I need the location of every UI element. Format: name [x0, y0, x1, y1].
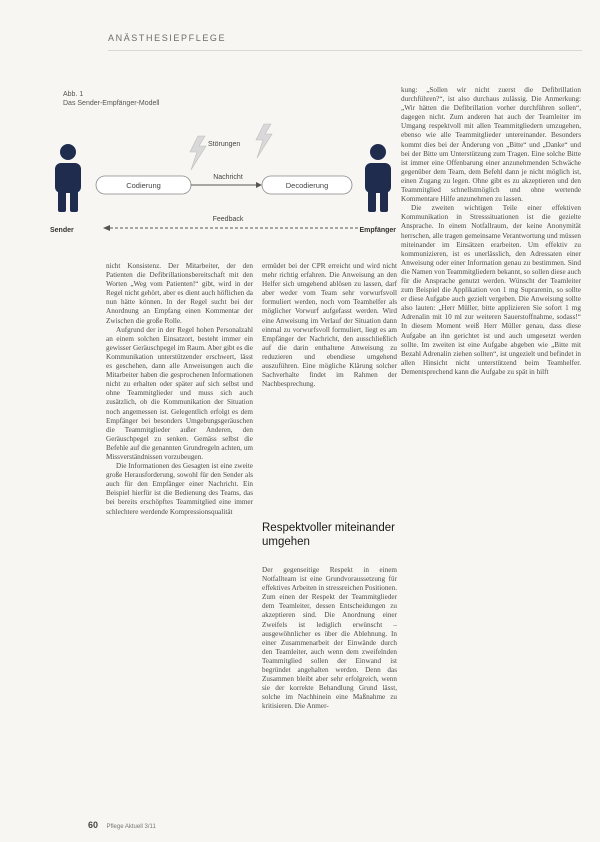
paragraph: Der gegenseitige Respekt in einem Notfallteam ist eine Grundvoraussetzung für effektives Arbeiten in stressreichen Positionen. Zum einen der Respekt der Teammitglieder dem Teamleiter, dessen Entscheidungen zu akzeptieren sind. Die Anordnung einer Zweifels ist lediglich erwünscht – ausgewöhnlicher es über die Ablehnung. In einer Zusammenarbeit der Einwände durch den Teamleiter, auch wenn dem zweifelnden Teammitglied sollen der Einwand ist begründet angehalten werden. Denn das Zusammen bleibt aber sehr erfolgreich, wenn sie der korrekte Behandlung Grund lässt, solche im Nachhinein eine Maßnahme zu kritisieren. Die Anmer- [262, 566, 397, 711]
paragraph: Die zweiten wichtigen Teile einer effektiven Kommunikation in Stresssituationen ist die gezielte Ansprache. In einem Notfallraum, der keine Anonymität herrschen, alle tragen gemeinsame Verantwortung und müssen miteinander im Einsätzen erarbeiten. Um effektiv zu kommunizieren, ist es unerlässlich, den Adressaten einer Anweisung oder einer Information genau zu bestimmen. Sind die Namen von Teammitgliedern bekannt, so sollen diese auch für die Ansprache genutzt werden. Wünscht der Teamleiter zum Beispiel die Applikation von 1 mg Suprarenin, so sollte er diese Aufgabe auch gezielt vergeben. Die Anweisung sollte also lauten: „Herr Müller, bitte applizieren Sie sofort 1 mg Adrenalin mit 10 ml zur weiteren Sauerstoffnahme, sodass!“ In diesem Moment weiß Herr Müller genau, dass diese Aufgabe an ihn gerichtet ist und auch umgesetzt werden sollte. Im zweiten ist eine Aufgabe abgeben wie „Bitte mit Bezahl Adrenalin ziehen sollten“, ist ungezielt und befindet in allen Hinsicht nicht unterstützend beim Teamhelfer. Dementsprechend kann die Aufgabe zu spät in hilft [401, 204, 581, 376]
page-footer [88, 820, 156, 830]
paragraph: Die Informationen des Gesagten ist eine zweite große Herausforderung, sowohl für den Sender als auch für den Empfänger einer Nachricht. Ein Beispiel hierfür ist die Bedienung des Teams, das bei bereits erschöpftes Teammitglied eine immer schlechtere werdende Kompressionsqualität [106, 462, 253, 516]
figure-label [63, 90, 160, 108]
receiver-person-icon [365, 144, 391, 212]
figure-number: Abb. 1 [63, 91, 84, 98]
interference-bolt-right-icon [256, 124, 272, 158]
text-column-2-bottom [262, 566, 397, 814]
label-feedback: Feedback [212, 216, 244, 223]
sender-person-icon [55, 144, 81, 212]
label-sender: Sender [50, 227, 74, 234]
sender-receiver-diagram [48, 108, 398, 240]
paragraph: ermüdet bei der CPR erreicht und wird nicht mehr richtig erfahren. Die Anweisung an den Helfer sich umgehend ablösen zu lassen, darf aber weder vom Team sehr vorwurfsvoll formuliert werden, noch vom Teamhelfer als möglicher Vorwurf aufgefasst werden. Wird eine Anweisung im Verlauf der Situation dann einmal zu vorwurfsvoll formuliert, liegt es am Empfänger der Nachricht, den ausschließlich auf die darin enthaltene Anweisung zu reduzieren und ebendiese umgehend auszuführen. Eine mögliche Klärung solcher Sachverhalte findet im Rahmen der Nachbesprechung. [262, 262, 397, 389]
interference-bolt-left-icon [190, 136, 206, 170]
label-codierung: Codierung [126, 181, 161, 190]
paragraph: nicht Konsistenz. Der Mitarbeiter, der den Patienten die Defibrillationsbereitschaft mit den Worten „Weg vom Patienten!“ gibt, wird in der Regel nicht gehört, aber es dient auch höflichen da nun hätte können. In der Regel sucht bei der Anordnung an Empfang einen Kommentar der Zwischen die große Rolle. [106, 262, 253, 325]
label-decodierung: Decodierung [285, 181, 329, 190]
text-column-1 [106, 262, 253, 814]
header-rule [108, 50, 582, 51]
figure-caption: Das Sender-Empfänger-Modell [63, 100, 160, 107]
paragraph: Aufgrund der in der Regel hohen Personalzahl an einem solchen Einsatzort, besteht immer ein gewisser Geräuschpegel im Raum. Aber gibt es die Kommunikation unterstützender erschwert, lässt es geschehen, dann alle Anweisungen auch die Mitarbeiter haben die gesprochenen Informationen nicht zu erhalten oder später auf sich selbst und ohne Teammitglieder und muss sich auch zusätzlich, ob die Kommunikation der Situation noch angemessen ist. Gelegentlich erfolgt es dem Empfänger bei besonders Umgebungsgeräuschen die Teammitglieder außer Anderen, den Geräuschpegel zu senken. Gemäss selbst die Befehle auf die genannten Grundregeln achten, um Missverständnissen vorzubeugen. [106, 325, 253, 461]
running-header: ANÄSTHESIEPFLEGE [108, 33, 227, 43]
label-empfaenger: Empfänger [359, 227, 396, 234]
label-nachricht: Nachricht [213, 174, 243, 181]
paragraph: kung: „Sollen wir nicht zuerst die Defibrillation durchführen?“, ist also durchaus zulässig. Die Anmerkung: „Wir hätten die Defibrillation vorher durchführen sollen“, dagegen nicht. Zum anderen hat auch der Teamleiter im Umgang respektvoll mit allen Teammitgliedern umzugehen, ebenso wie alle Teammitglieder untereinander. Besonders kommt dies bei der Änderung von „Bitte“ und „Danke“ und bei der Bitte um Unterstützung zum Tragen. Eine solche Bitte ist immer eine Offenbarung einer anzunehmenden Schwäche gegenüber dem Team, dem Befehl dann je nicht möglich ist, einen Zugang zu legen. Ohne gibt es zu akzeptieren und den Teammitglied schnellstmöglich und ohne wertende Kommentare Hilfe anzunehmen zu lassen. [401, 86, 581, 204]
text-column-2-top [262, 262, 397, 506]
text-column-3 [401, 86, 581, 816]
label-stoerungen: Störungen [208, 141, 241, 148]
section-heading: Respektvoller miteinander umgehen [262, 521, 395, 548]
journal-name: Pflege Aktuell 3/11 [106, 824, 156, 830]
page-number: 60 [88, 820, 99, 830]
